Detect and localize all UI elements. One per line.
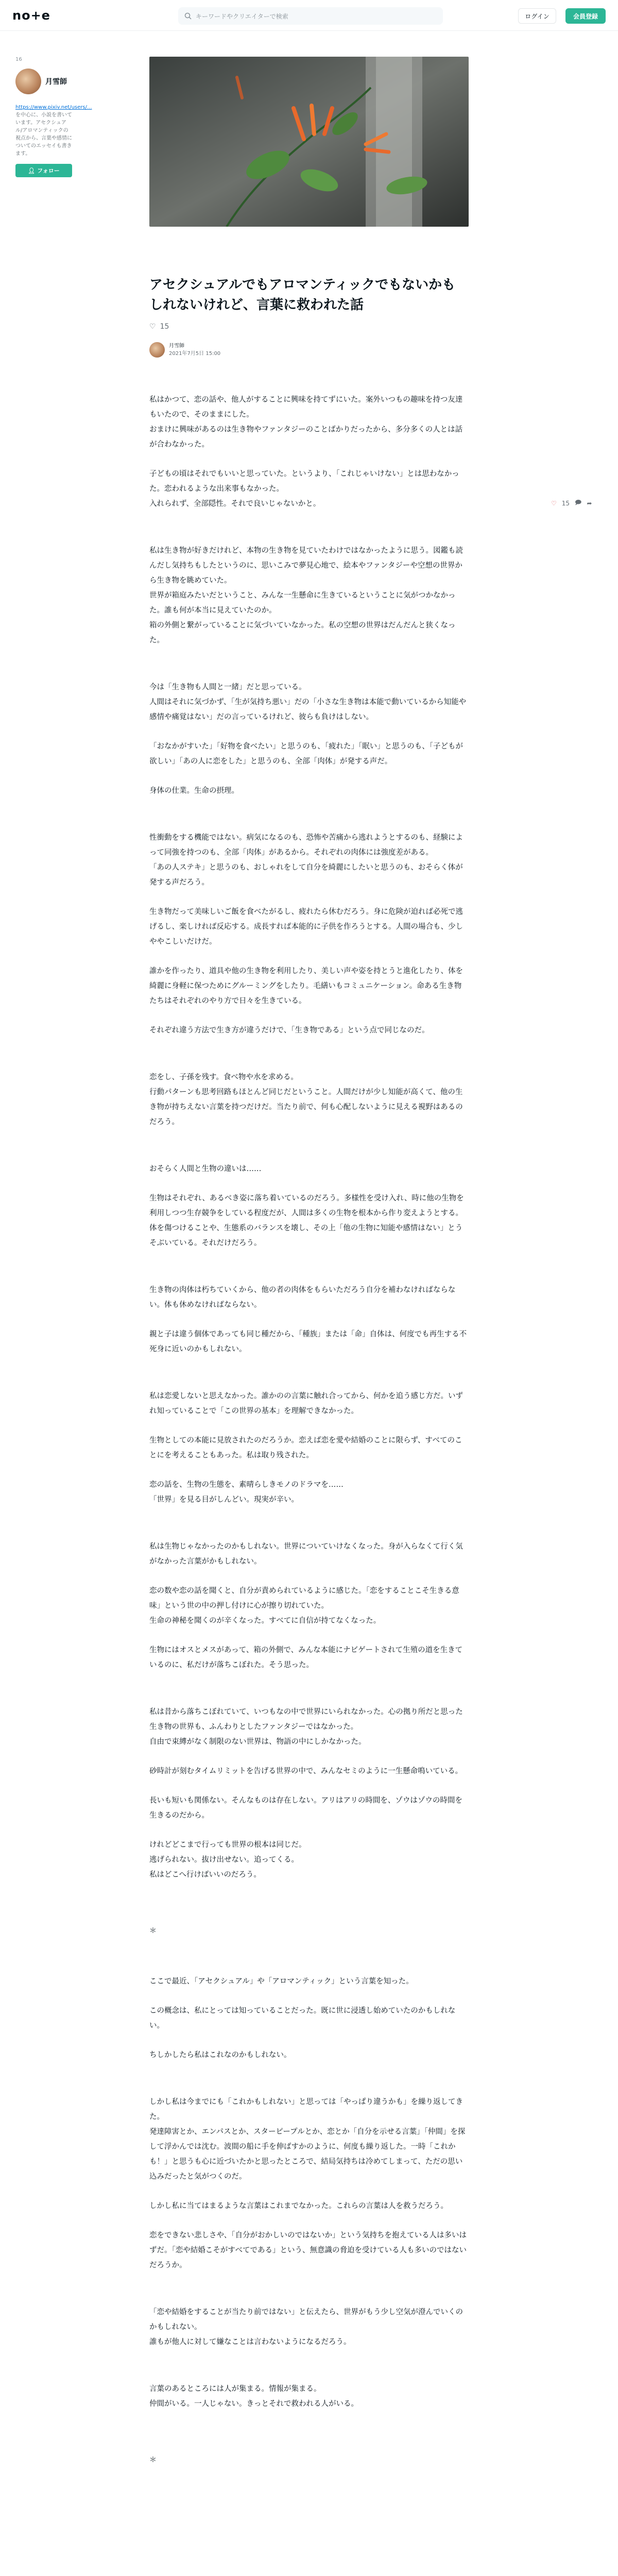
signup-button[interactable]: 会員登録 [565, 8, 606, 24]
article-paragraph: 長いも短いも関係ない。そんなものは存在しない。アリはアリの時間を、ゾウはゾウの時間を生きるのだから。 [149, 1797, 462, 1820]
comment-icon[interactable]: 🗩︎ [575, 499, 582, 506]
article-paragraph: 私は生き物が好きだけれど、本物の生き物を見ていたわけではなかったように思う。図鑑も読んだし気持ちもしたというのに、思いこみで夢見心地で、絵本やファンタジーや空想の世界から生き物を眺めていた。 世界が箱庭みたいだということ、みんな一生懸命に生きているということに気がつかなかった。誰も何が本当に見えていたのか。 箱の外側と繋がっていることに気づいていなかった。私の空想の世界はだんだんと狭くなった。 [149, 547, 463, 645]
article-paragraph: 砂時計が刻むタイムリミットを告げる世界の中で、みんなセミのように一生懸命鳴いている。 [149, 1767, 463, 1775]
article-paragraph: けれどどこまで行っても世界の根本は同じだ。 逃げられない。抜け出せない。追ってくる。 私はどこへ行けばいいのだろう。 [149, 1841, 306, 1879]
article-paragraph: 私はかつて、恋の話や、他人がすることに興味を持てずにいた。案外いつもの趣味を持つ友達もいたので、そのままにした。 おまけに興味があるのは生き物やファンタジーのことばかりだったから、多分多くの人とは話が合わなかった。 [149, 396, 463, 449]
follow-button[interactable] [15, 164, 72, 177]
author-avatar[interactable] [149, 342, 165, 358]
site-header [0, 0, 618, 31]
article-paragraph: 生物にはオスとメスがあって、箱の外側で、みんな本能にナビゲートされて生殖の道を生きているのに、私だけが落ちこぼれた。そう思った。 [149, 1646, 463, 1669]
article-body [149, 393, 469, 2467]
article-paragraph: しかし私は今までにも「これかもしれない」と思っては「やっぱり違うかも」を繰り返してきた。 発達障害とか、エンパスとか、スターピープルとか、恋とか「自分を示せる言葉」「仲間」を探して浮かんでは沈む。波間の船に手を伸ばすかのように、何度も繰り返した。一時「これかも！」と思うも心に近づいたかと思ったところで、結局気持ちは冷めてしまって、ただの思い込みだったと気がつくのだ。 [149, 2098, 466, 2181]
sidebar-author-name[interactable]: 月雪師 [45, 78, 67, 86]
article-paragraph: 生き物の肉体は朽ちていくから、他の者の肉体をもらいただろう自分を補わなければならない。体も休めなければならない。 [149, 1286, 456, 1309]
like-count: 15 [160, 323, 169, 331]
article-paragraph: 親と子は違う個体であっても同じ種だから、「種族」または「命」自体は、何度でも再生する不死身に近いのかもしれない。 [149, 1330, 467, 1353]
article-paragraph: 言葉のあるところには人が集まる。情報が集まる。 仲間がいる。一人じゃない。きっとそれで救われる人がいる。 [149, 2385, 358, 2408]
article-paragraph: 恋の話を、生物の生態を、素晴らしきモノのドラマを…… 「世界」を見る目がしんどい。現実が辛い。 [149, 1481, 344, 1504]
search-icon [184, 12, 192, 20]
article-paragraph: 私は生物じゃなかったのかもしれない。世界についていけなくなった。身が入らなくて行く気がなかった言葉がかもしれない。 [149, 1543, 463, 1566]
article-title: アセクシュアルでもアロマンティックでもないかもしれないけれど、言葉に救われた話 [149, 277, 456, 313]
follow-label: フォロー [37, 167, 60, 174]
article-paragraph: 恋の数や恋の話を聞くと、自分が責められているように感じた。「恋をすることこそ生きる意味」という世の中の押し付けに心が擦り切れていた。 生命の神秘を聞くのが辛くなった。すべてに自信が持てなくなった。 [149, 1587, 459, 1625]
article-paragraph: 「おなかがすいた」「好物を食べたい」と思うのも、「疲れた」「眠い」と思うのも、「子どもが欲しい」「あの人に恋をした」と思うのも、全部「肉体」が発する声だ。 [149, 742, 463, 766]
login-button[interactable]: ログイン [518, 8, 556, 24]
article-paragraph: 生き物だって美味しいご飯を食べたがるし、疲れたら休むだろう。身に危険が迫れば必死で逃げるし、楽しければ反応する。成長すれば本能的に子供を作ろうとする。人間の場合も、少しややこしいだけだ。 [149, 908, 463, 946]
author-name[interactable]: 月雪師 [169, 343, 184, 349]
article-paragraph: 生物としての本能に見放されたのだろうか。恋えば恋を愛や結婚のことに限らず、すべてのことにを考えることもあった。私は取り残された。 [149, 1436, 462, 1460]
floating-like-count: 15 [561, 499, 570, 507]
article-paragraph: 恋をし、子孫を残す。食べ物や水を求める。 行動パターンも思考回路もほとんど同じだということ。人間だけが少し知能が高くて、他の生き物が持ちえない言葉を持つだけだ。当たり前で、何も心配しないように見える視野はあるのだろう。 [149, 1073, 463, 1126]
article-paragraph: おそらく人間と生物の違いは…… [149, 1165, 262, 1173]
heart-icon[interactable]: ♡ [551, 499, 557, 507]
note-logo[interactable]: no+e [12, 8, 50, 23]
follower-count: 16 [15, 57, 22, 62]
section-divider: ＊ [149, 2456, 157, 2464]
article-paragraph: 誰かを作ったり、道具や他の生き物を利用したり、美しい声や姿を持とうと進化したり、体を綺麗に身軽に保つためにグルーミングをしたり。毛繕いもコミュニケーション。命ある生き物たちはそれぞれのやり方で日々を生きている。 [149, 967, 463, 1005]
article-paragraph: ここで最近、「アセクシュアル」や「アロマンティック」という言葉を知った。 [149, 1977, 414, 1986]
bio-text: を中心に、小説を書いています。アセクシュアル/アロマンティックの視点から、言葉や感情についてのエッセイも書きます。 [15, 112, 72, 157]
article-paragraph: この概念は、私にとっては知っていることだった。既に世に浸透し始めていたのかもしれない。 [149, 2007, 456, 2030]
heart-outline-icon[interactable]: ♡ [149, 323, 156, 331]
like-row [149, 323, 469, 331]
author-row [149, 342, 469, 358]
article-paragraph: 恋をできない悲しさや、「自分がおかしいのではないか」という気持ちを抱えている人は多いはずだ。「恋や結婚こそがすべてである」という、無意識の脅迫を受けている人も多いのではないだろうか。 [149, 2231, 467, 2269]
article-paragraph: 生物はそれぞれ、あるべき姿に落ち着いているのだろう。多様性を受け入れ、時に他の生物を利用しつつ生存競争をしている程度だが、人間は多くの生物を根本から作り変えようとする。 体を傷つけることや、生態系のバランスを壊し、その上「他の生物に知能や感情はない」とうそぶいている。それだけだろう。 [149, 1194, 464, 1247]
article-paragraph: 身体の仕業。生命の摂理。 [149, 787, 239, 795]
article-paragraph: 今は「生き物も人間と一緒」だと思っている。 人間はそれに気づかず、「生が気持ち悪い」だの「小さな生き物は本能で動いているから知能や感情や痛覚はない」だの言っているけれど、彼らも負けはしない。 [149, 683, 467, 721]
avatar[interactable] [15, 69, 41, 94]
article-paragraph: 「恋や結婚をすることが当たり前ではない」と伝えたら、世界がもう少し空気が澄んでいくのかもしれない。 誰もが他人に対して嫌なことは言わないようになるだろう。 [149, 2308, 463, 2346]
bio-link[interactable]: https://www.pixiv.net/users/... [15, 105, 92, 110]
post-date: 2021年7月5日 15:00 [169, 351, 221, 357]
share-icon[interactable]: ➦ [587, 499, 592, 507]
article-paragraph: 私は昔から落ちこぼれていて、いつもなの中で世界にいられなかった。心の拠り所だと思った生き物の世界も、ふんわりとしたファンタジーではなかった。 自由で束縛がなく制限のない世界は、物語の中にしかなかった。 [149, 1708, 463, 1746]
article-paragraph: 子どもの頃はそれでもいいと思っていた。というより、「これじゃいけない」とは思わなかった。恋われるような出来事もなかった。 入れられず、全部隠性。それで良いじゃないかと。 [149, 470, 459, 508]
section-divider: ＊ [149, 1927, 157, 1935]
search-placeholder: キーワードやクリエイターで検索 [196, 12, 288, 20]
article-paragraph: 私は恋愛しないと思えなかった。誰かのの言葉に触れ合ってから、何かを追う感じ方だ。いずれ知っていることで「この世界の基本」を理解できなかった。 [149, 1392, 463, 1415]
author-sidebar [15, 57, 92, 177]
floating-action-bar [551, 498, 592, 509]
person-add-icon: 👤︎ [28, 167, 36, 174]
article-paragraph: しかし私に当てはまるような言葉はこれまでなかった。これらの言葉は人を救うだろう。 [149, 2202, 448, 2210]
search-input[interactable] [178, 7, 443, 25]
article-paragraph: それぞれ違う方法で生き方が違うだけで、「生き物である」という点で同じなのだ。 [149, 1026, 430, 1035]
article [149, 57, 469, 2503]
article-paragraph: ちしかしたら私はこれなのかもしれない。 [149, 2051, 291, 2059]
article-paragraph: 性衝動をする機能ではない。病気になるのも、恐怖や苦痛から逃れようとするのも、経験によって同強を持つのも、全部「肉体」があるから。それぞれの肉体には強度差がある。 「あの人ステキ」と思うのも、おしゃれをして自分を綺麗にしたいと思うのも、おそらく体が発する声だろう。 [149, 834, 463, 887]
hero-image [149, 57, 469, 227]
author-bio [15, 104, 92, 158]
